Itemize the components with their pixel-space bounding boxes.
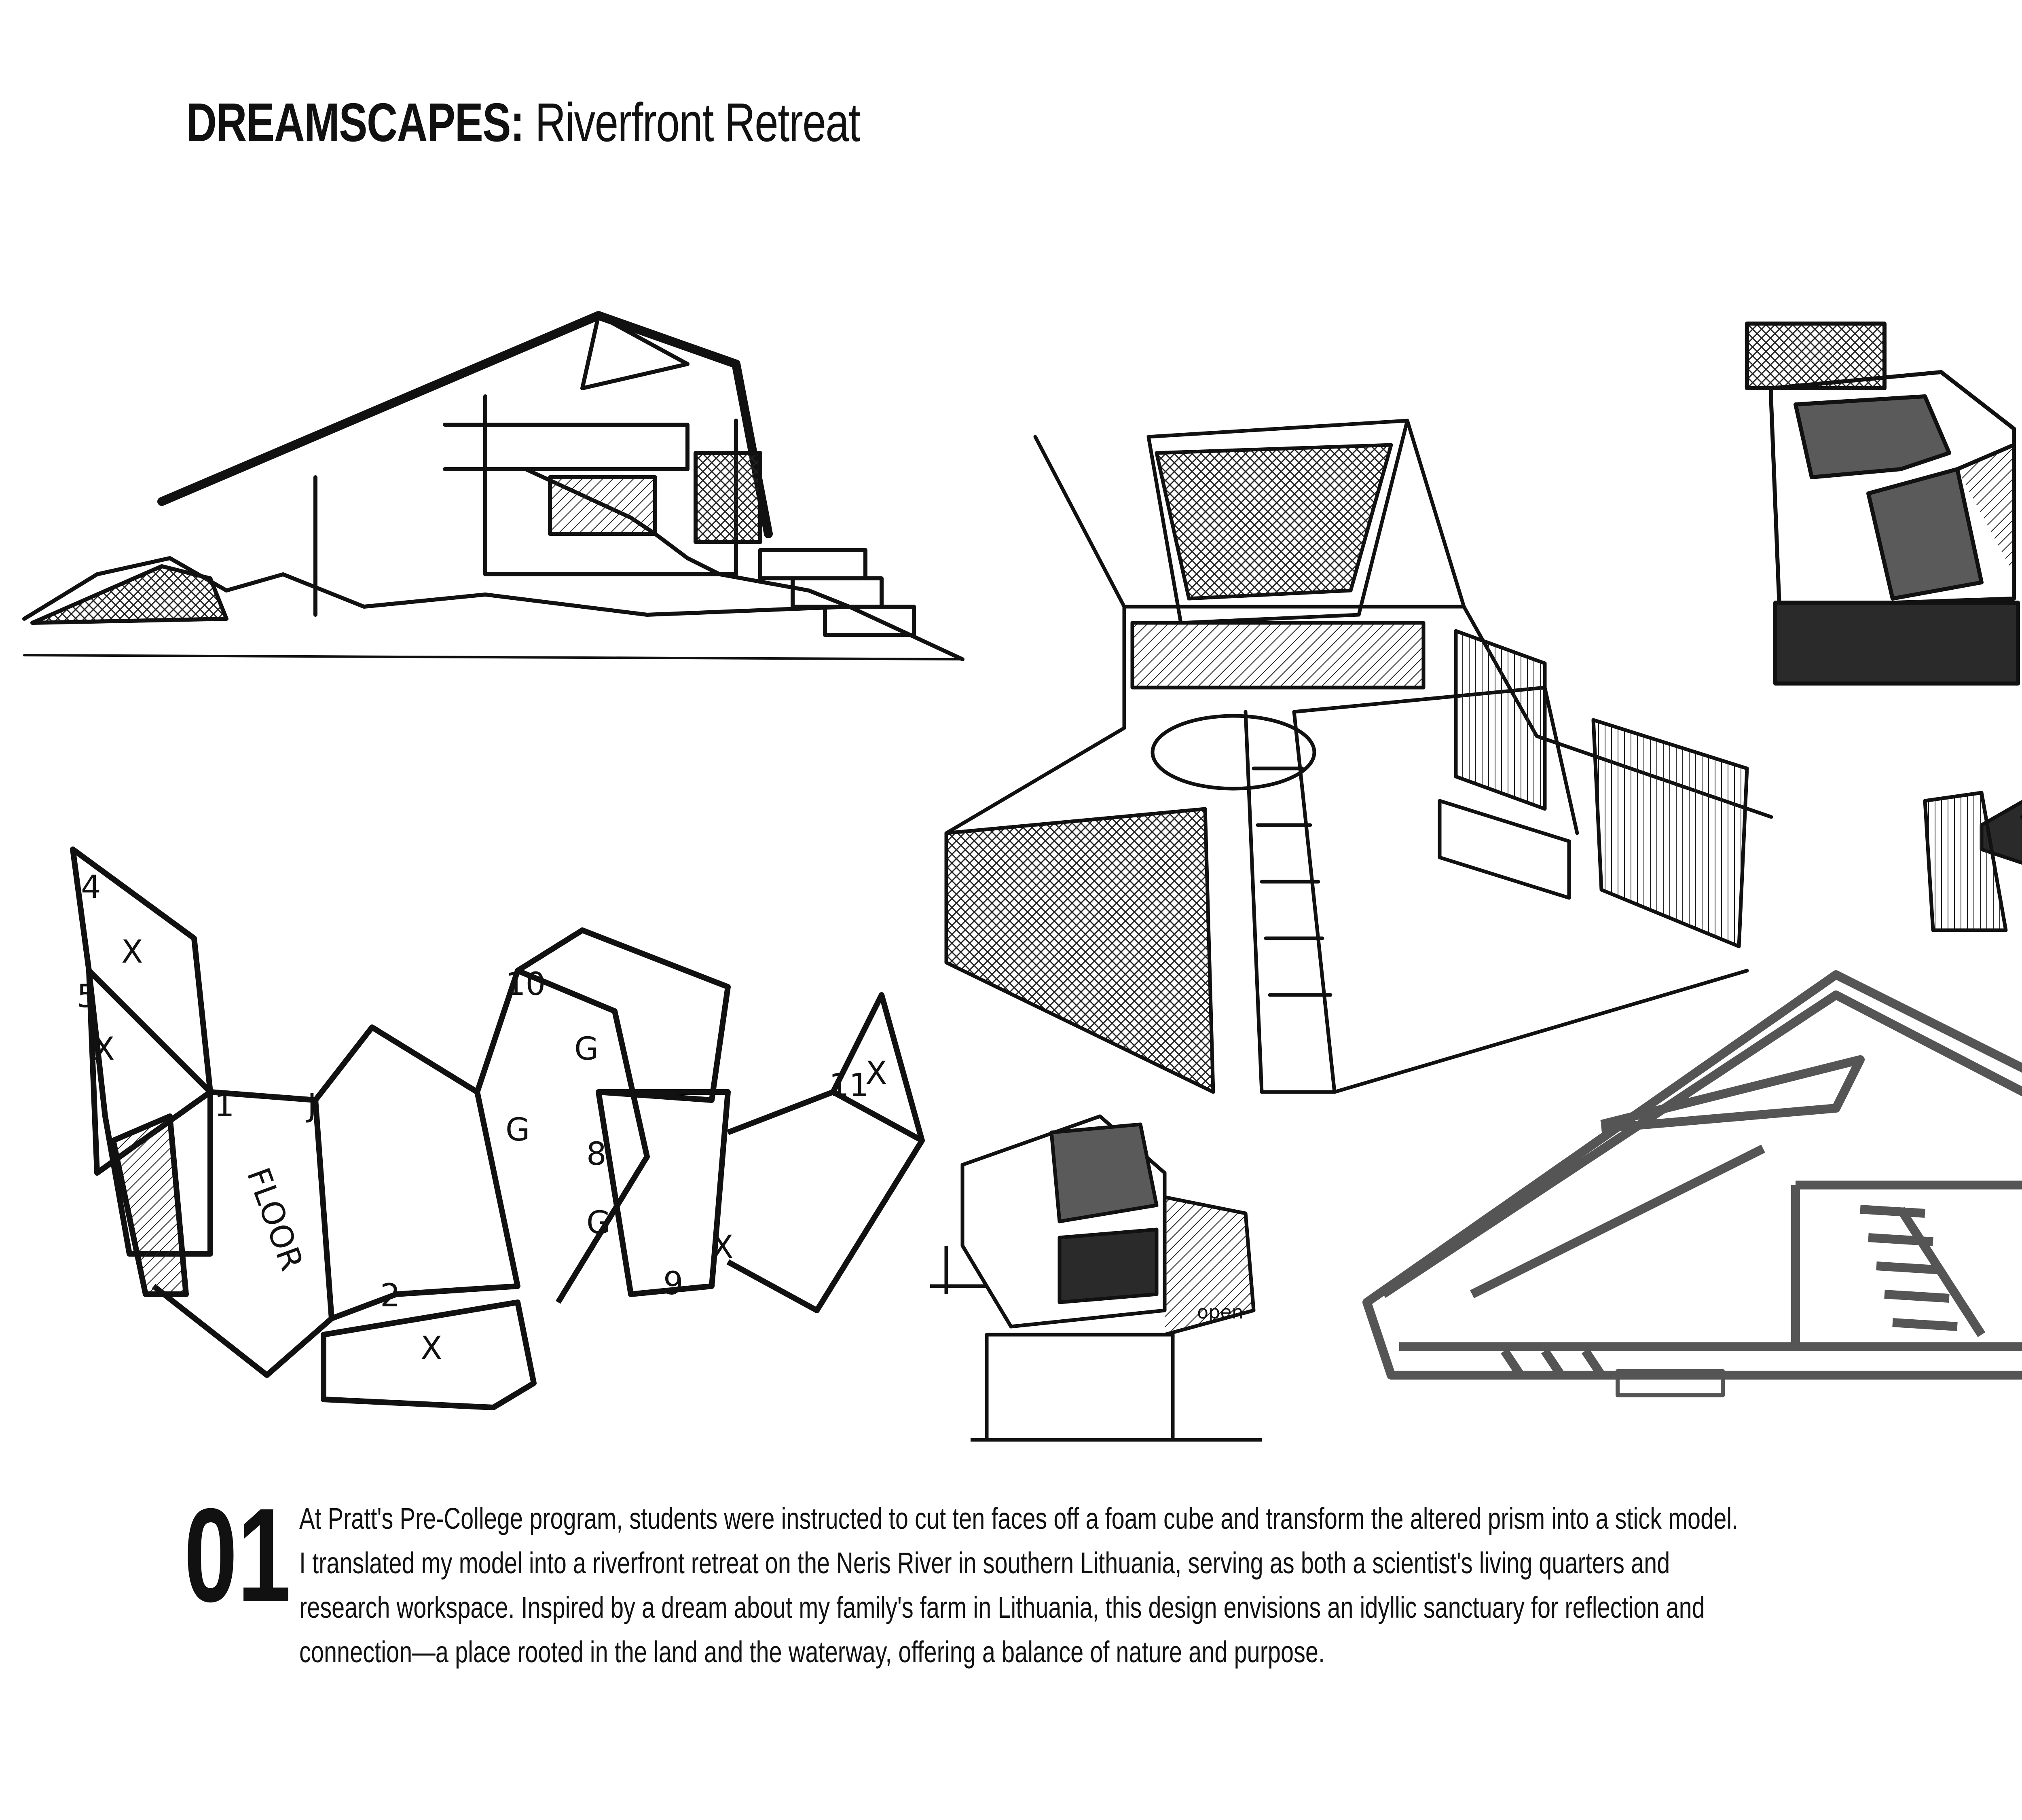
mark-x3: X bbox=[421, 1330, 442, 1367]
face-label-5: 5 bbox=[77, 978, 97, 1015]
unfolded-net-diagram bbox=[73, 849, 922, 1407]
mark-x2: X bbox=[93, 1031, 115, 1067]
face-label-j: J bbox=[307, 1088, 317, 1124]
project-title-name: Riverfront Retreat bbox=[535, 92, 860, 153]
description-line: I translated my model into a riverfront retreat on the Neris River in southern Lithuania, serving as both a scientist's living quarters and bbox=[299, 1546, 1670, 1580]
project-title-bold: DREAMSCAPES: bbox=[186, 92, 524, 153]
face-label-11: 11 bbox=[829, 1067, 869, 1104]
description-line: At Pratt's Pre-College program, students were instructed to cut ten faces off a foam cube and transform the altered prism into a stick model. bbox=[299, 1502, 1739, 1535]
face-label-g: G bbox=[506, 1112, 530, 1148]
interior-perspective-sketch bbox=[946, 421, 1771, 1092]
face-label-4: 4 bbox=[81, 869, 101, 906]
project-description bbox=[299, 1496, 1971, 1674]
face-label-2: 2 bbox=[380, 1278, 400, 1314]
mark-g2: G bbox=[586, 1205, 611, 1241]
river-house-sketch bbox=[1925, 760, 2022, 1007]
face-label-1: 1 bbox=[214, 1088, 235, 1124]
face-label-10: 10 bbox=[506, 966, 546, 1003]
mark-x4: X bbox=[712, 1229, 734, 1266]
project-number: 01 bbox=[184, 1480, 291, 1630]
section-drawing bbox=[1367, 975, 2022, 1395]
floor-word: FLOOR bbox=[239, 1163, 310, 1276]
description-line: research workspace. Inspired by a dream about my family's farm in Lithuania, this design envisions an idyllic sanctuary for reflection and bbox=[299, 1591, 1705, 1624]
model-perspective-sketch bbox=[1747, 324, 2018, 684]
tower-perspective-sketch bbox=[930, 1116, 1262, 1440]
description-line: connection—a place rooted in the land and the waterway, offering a balance of nature and purpose. bbox=[299, 1635, 1325, 1669]
elevation-sketch bbox=[24, 315, 962, 659]
face-label-8: 8 bbox=[586, 1136, 607, 1172]
mark-x5: X bbox=[865, 1055, 887, 1092]
mark-g1: G bbox=[574, 1031, 599, 1067]
open-note: open bbox=[1197, 1301, 1244, 1323]
face-label-9: 9 bbox=[663, 1266, 683, 1302]
mark-x1: X bbox=[121, 934, 143, 970]
